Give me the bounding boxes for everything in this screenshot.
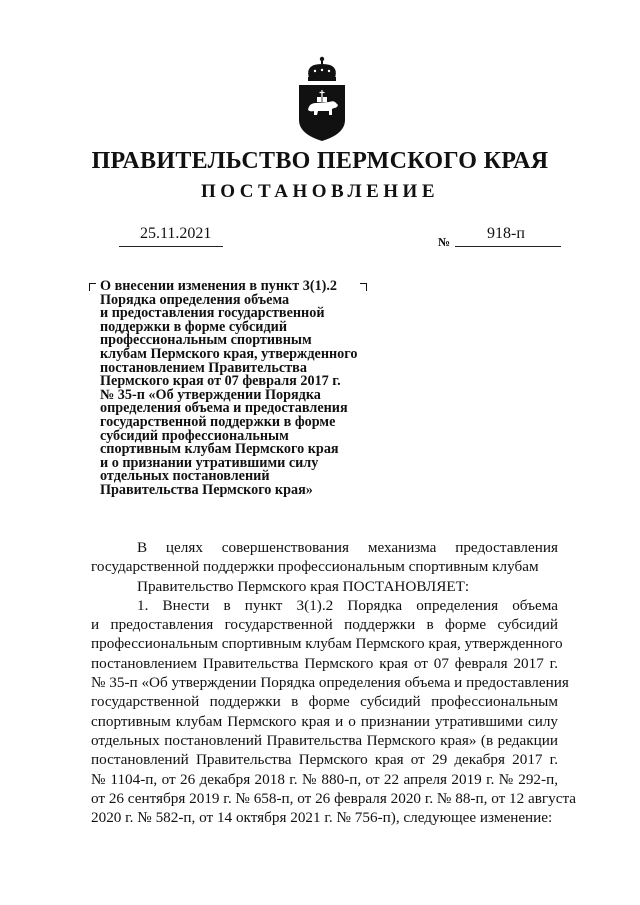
subject-line: и о признании утратившими силу: [100, 454, 319, 471]
subject-line: постановлением Правительства: [100, 359, 307, 376]
subject-line: № 35-п «Об утверждении Порядка: [100, 386, 321, 403]
document-body: [91, 538, 577, 827]
body-line: № 35-п «Об утверждении Порядка определения объема и предоставления: [91, 674, 569, 692]
number-sign: №: [438, 235, 451, 249]
body-line: № 1104-п, от 26 декабря 2018 г. № 880-п, от 22 апреля 2019 г. № 292-п,: [91, 770, 558, 788]
body-line: и предоставления государственной поддержки в форме субсидий: [91, 616, 558, 634]
subject-line: субсидий профессиональным: [100, 427, 289, 444]
date-underline: [119, 246, 223, 247]
subject-left-bracket: [89, 283, 96, 291]
subject-line: клубам Пермского края, утвержденного: [100, 345, 358, 362]
subject-line: государственной поддержки в форме: [100, 413, 336, 430]
body-line: В целях совершенствования механизма предоставления: [137, 539, 558, 556]
body-line: отдельных постановлений Правительства Пермского края» (в редакции: [91, 731, 558, 749]
body-line: Правительство Пермского края ПОСТАНОВЛЯЕТ:: [137, 577, 470, 595]
body-line: 2020 г. № 582-п, от 14 октября 2021 г. № 756-п), следующее изменение:: [91, 809, 553, 827]
number-underline: [455, 246, 561, 247]
body-line: от 26 сентября 2019 г. № 658-п, от 26 февраля 2020 г. № 88-п, от 12 августа: [91, 789, 577, 807]
subject-line: поддержки в форме субсидий: [100, 318, 287, 335]
body-line: 1. Внести в пункт 3(1).2 Порядка определения объема: [137, 596, 558, 614]
body-line: спортивным клубам Пермского края и о признании утратившими силу: [91, 712, 558, 730]
perm-krai-coat-of-arms-icon: [296, 56, 348, 142]
subject-line: О внесении изменения в пункт 3(1).2: [100, 278, 338, 294]
document-date: 25.11.2021: [140, 225, 212, 242]
body-line: государственной поддержки профессиональным спортивным клубам: [91, 558, 539, 576]
body-line: профессиональным спортивным клубам Пермского края, утвержденного: [91, 635, 563, 653]
subject-line: профессиональным спортивным: [100, 332, 312, 349]
government-title: ПРАВИТЕЛЬСТВО ПЕРМСКОГО КРАЯ: [91, 148, 549, 174]
body-line: постановлений Правительства Пермского края от 29 декабря 2017 г.: [91, 751, 558, 769]
subject-line: и предоставления государственной: [100, 305, 325, 322]
subject-line: спортивным клубам Пермского края: [100, 441, 339, 458]
body-line: постановлением Правительства Пермского края от 07 февраля 2017 г.: [91, 654, 558, 672]
document-type: ПОСТАНОВЛЕНИЕ: [200, 181, 440, 202]
subject-line: Пермского края от 07 февраля 2017 г.: [100, 373, 341, 390]
document-number: 918-п: [487, 225, 525, 242]
subject-line: Правительства Пермского края»: [100, 481, 313, 498]
subject-line: отдельных постановлений: [100, 468, 270, 485]
body-line: государственной поддержки в форме субсидий профессиональным: [91, 693, 558, 711]
document-subject: [100, 280, 390, 498]
subject-line: Порядка определения объема: [100, 291, 290, 308]
subject-line: определения объема и предоставления: [100, 400, 348, 417]
